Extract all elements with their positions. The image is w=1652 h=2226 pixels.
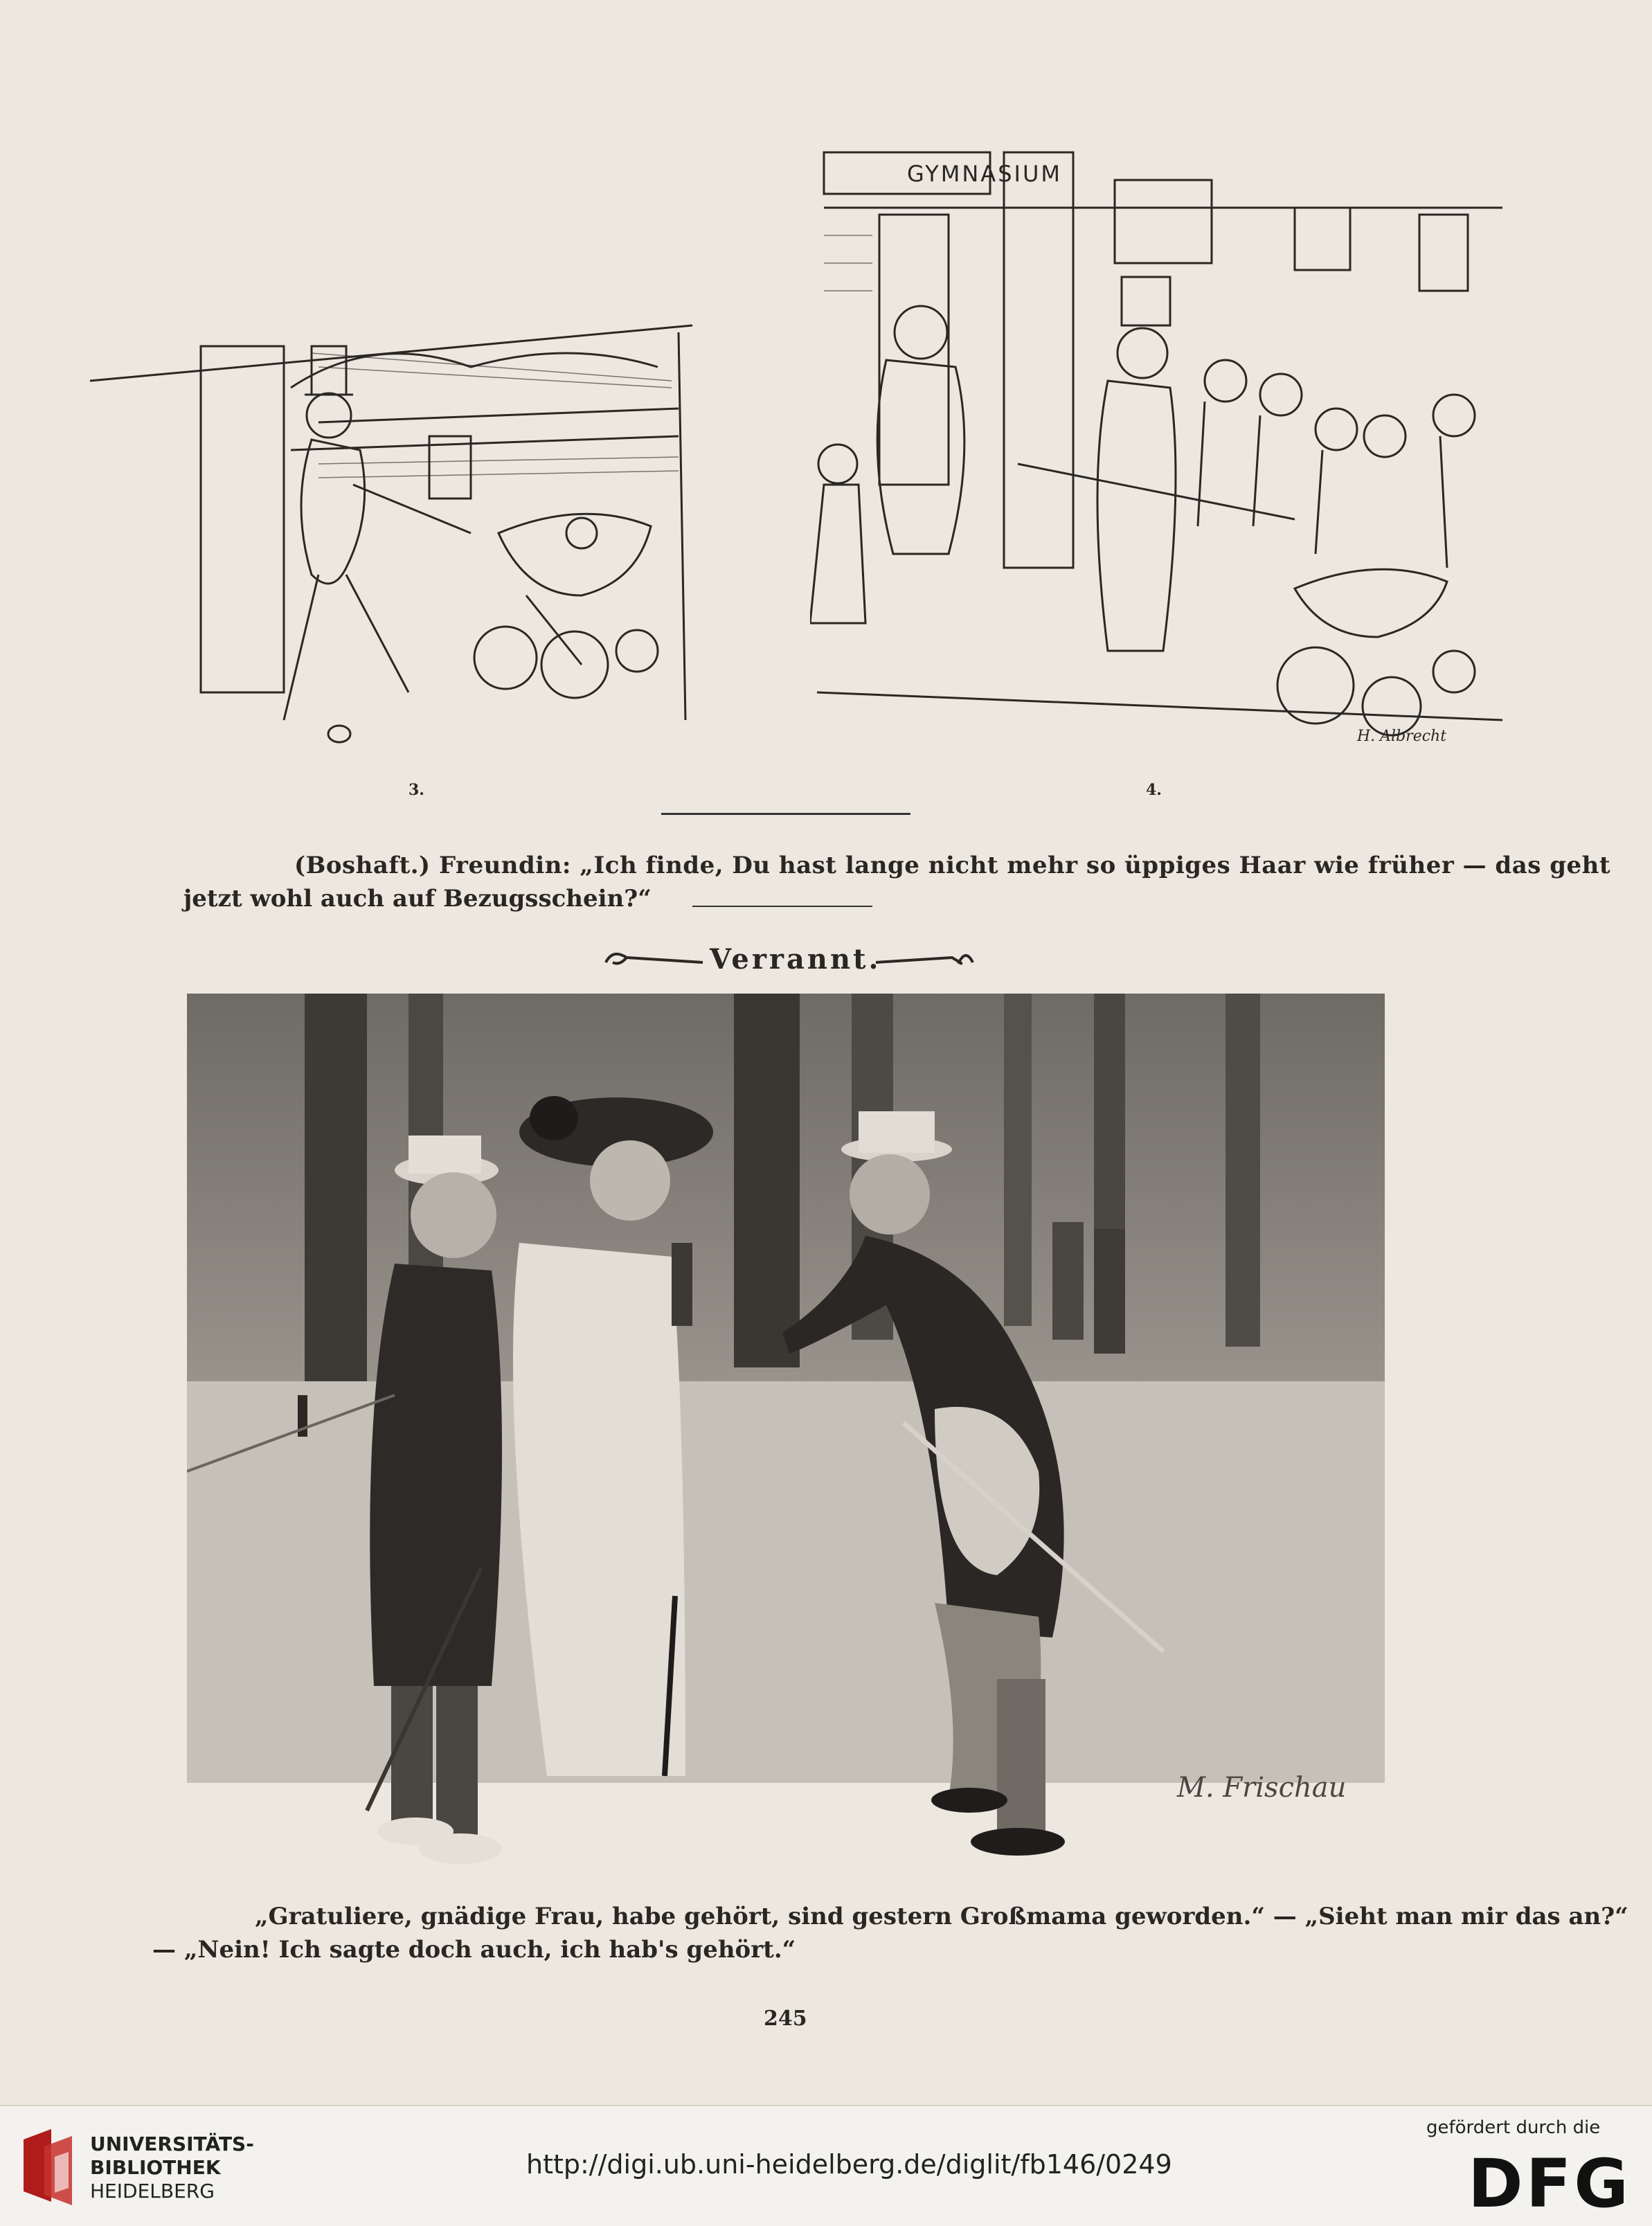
divider-rule-2 <box>692 906 872 907</box>
artist-signature-main: M. Frischau <box>1177 1772 1347 1804</box>
panel-number-4: 4. <box>1146 781 1162 799</box>
divider-rule-1 <box>661 813 910 815</box>
page-number: 245 <box>764 2007 807 2031</box>
caption-line2: — „Nein! Ich sagte doch auch, ich hab's gehört.“ <box>152 1936 796 1964</box>
gymnasium-sign-text: GYMNASIUM <box>907 161 1062 187</box>
left-ornament <box>599 945 710 980</box>
source-url-link[interactable]: http://digi.ub.uni-heidelberg.de/diglit/fb146/0249 <box>526 2149 1172 2180</box>
library-name-line1: UNIVERSITÄTS- <box>90 2133 254 2155</box>
caption-line1: „Gratuliere, gnädige Frau, habe gehört, sind gestern Großmama geworden.“ — „Sieht man mir das an?“ <box>255 1903 1628 1930</box>
heading-verrannt: Verrannt. <box>710 943 881 976</box>
funded-by-text: gefördert durch die <box>1426 2117 1601 2138</box>
right-ornament <box>869 945 980 980</box>
main-illustration <box>187 994 1385 1873</box>
dfg-logo: DFG <box>1468 2145 1632 2223</box>
joke-boshaft-line2: jetzt wohl auch auf Bezugsschein?“ <box>183 885 652 913</box>
cartoon-panel-3 <box>83 305 706 769</box>
university-library-logo-icon <box>17 2126 79 2209</box>
panel-number-3: 3. <box>408 781 424 799</box>
library-name-line3: HEIDELBERG <box>90 2180 215 2202</box>
artist-signature-top: H. Albrecht <box>1357 728 1447 745</box>
footer-bar <box>0 2105 1652 2226</box>
joke-boshaft-line1: (Boshaft.) Freundin: „Ich finde, Du hast lange nicht mehr so üppiges Haar wie früher — das geht <box>294 852 1611 879</box>
cartoon-panel-4 <box>810 138 1502 762</box>
library-name-line2: BIBLIOTHEK <box>90 2156 221 2179</box>
